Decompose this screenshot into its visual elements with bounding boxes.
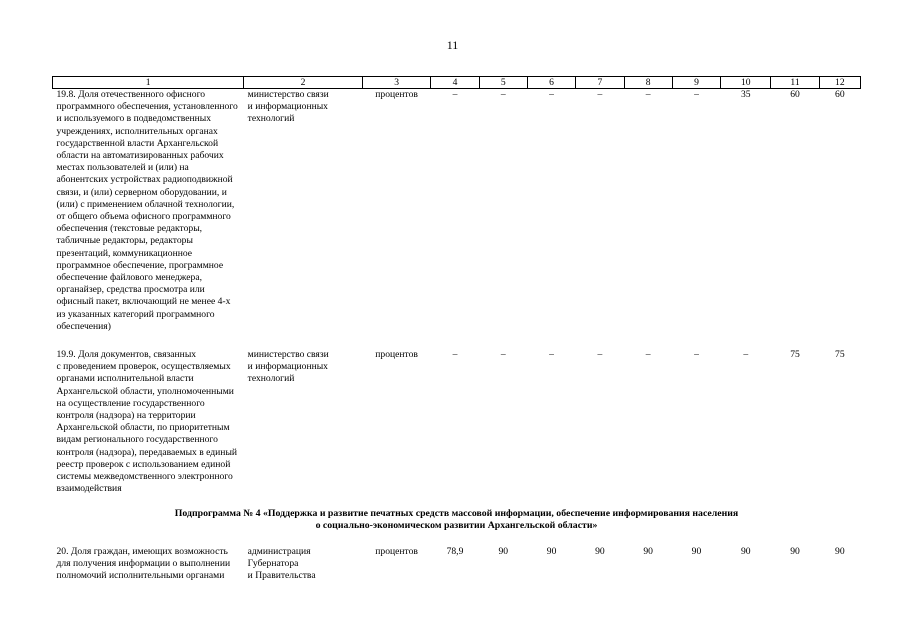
executor-cell: министерство связи и информационных технологий xyxy=(247,89,329,125)
value-cell: 60 xyxy=(835,89,845,100)
value-cell: 60 xyxy=(790,89,800,100)
unit-cell: процентов xyxy=(375,545,418,557)
value-cell: – xyxy=(645,349,651,361)
header-cell: 12 xyxy=(819,77,860,89)
unit-cell: процентов xyxy=(375,89,418,100)
value-cell: 35 xyxy=(740,89,751,100)
header-cell: 5 xyxy=(479,77,527,89)
table-row-19-9 xyxy=(53,349,861,495)
value-cell: 90 xyxy=(595,545,605,557)
value-cell: 75 xyxy=(835,349,845,361)
indicator-cell: 19.8. Доля отечественного офисного программного обеспечения, установленного и используемого в подведомственных учреждениях, исполнительных органах государственной власти Архангельской области на автоматизированных рабочих местах пользователей и (или) на абонентских устройствах радиоподвижной связи, и (или) серверном оборудовании, и (или) с применением облачной технологии, от общего объема офисного программного обеспечения (текстовые редакторы, табличные редакторы, редакторы презентаций, коммуникационное программное обеспечение, программное обеспечение файлового менеджера, органайзер, средства просмотра или офисный пакет, включающий не менее 4-х из указанных категорий программного обеспечения) xyxy=(56,89,238,332)
executor-cell: министерство связи и информационных технологий xyxy=(247,349,329,385)
subprogram-heading: Подпрограмма № 4 «Поддержка и развитие печатных средств массовой информации, обеспечение информирования населения о социально-экономическом развитии Архангельской области» xyxy=(174,507,739,531)
subprogram-heading-row xyxy=(53,496,861,546)
value-cell: – xyxy=(452,349,458,361)
indicator-cell: 19.9. Доля документов, связанных с проведением проверок, осуществляемых органами исполнительной власти Архангельской области, уполномоченными на осуществление государственного контроля (надзора) на территории Архангельской области, по приоритетным видам регионального государственного контроля (надзора), передаваемых в единый реестр проверок с использованием единой системы межведомственного электронного взаимодействия xyxy=(56,349,238,495)
value-cell: – xyxy=(500,349,506,361)
header-cell: 10 xyxy=(721,77,771,89)
value-cell: – xyxy=(549,349,554,361)
value-cell: 90 xyxy=(643,545,653,557)
header-cell: 1 xyxy=(53,77,244,89)
header-cell: 8 xyxy=(624,77,672,89)
executor-cell: администрация Губернатора и Правительства xyxy=(247,545,316,581)
value-cell: 78,9 xyxy=(446,545,464,557)
value-cell: 90 xyxy=(835,545,845,557)
value-cell: 90 xyxy=(691,545,702,557)
header-cell: 11 xyxy=(771,77,819,89)
indicators-table xyxy=(52,76,861,582)
page-number: 11 xyxy=(446,38,459,52)
indicator-cell: 20. Доля граждан, имеющих возможность для получения информации о выполнении полномочий исполнительными органами xyxy=(56,545,231,581)
header-cell: 7 xyxy=(576,77,624,89)
value-cell: – xyxy=(549,89,554,100)
header-cell: 2 xyxy=(244,77,363,89)
value-cell: 90 xyxy=(740,545,751,557)
header-cell: 9 xyxy=(672,77,720,89)
value-cell: – xyxy=(645,89,651,100)
value-cell: – xyxy=(743,349,749,361)
value-cell: – xyxy=(597,349,603,361)
value-cell: – xyxy=(694,349,699,361)
header-cell: 3 xyxy=(362,77,430,89)
value-cell: 75 xyxy=(790,349,800,361)
value-cell: – xyxy=(452,89,458,100)
value-cell: – xyxy=(694,89,699,100)
header-cell: 6 xyxy=(527,77,575,89)
value-cell: 90 xyxy=(546,545,557,557)
value-cell: 90 xyxy=(790,545,800,557)
header-cell: 4 xyxy=(431,77,479,89)
table-row-20 xyxy=(53,546,861,583)
unit-cell: процентов xyxy=(375,349,418,361)
value-cell: 90 xyxy=(498,545,509,557)
value-cell: – xyxy=(500,89,506,100)
value-cell: – xyxy=(597,89,603,100)
table-row-19-8 xyxy=(53,89,861,334)
header-row xyxy=(53,77,861,89)
